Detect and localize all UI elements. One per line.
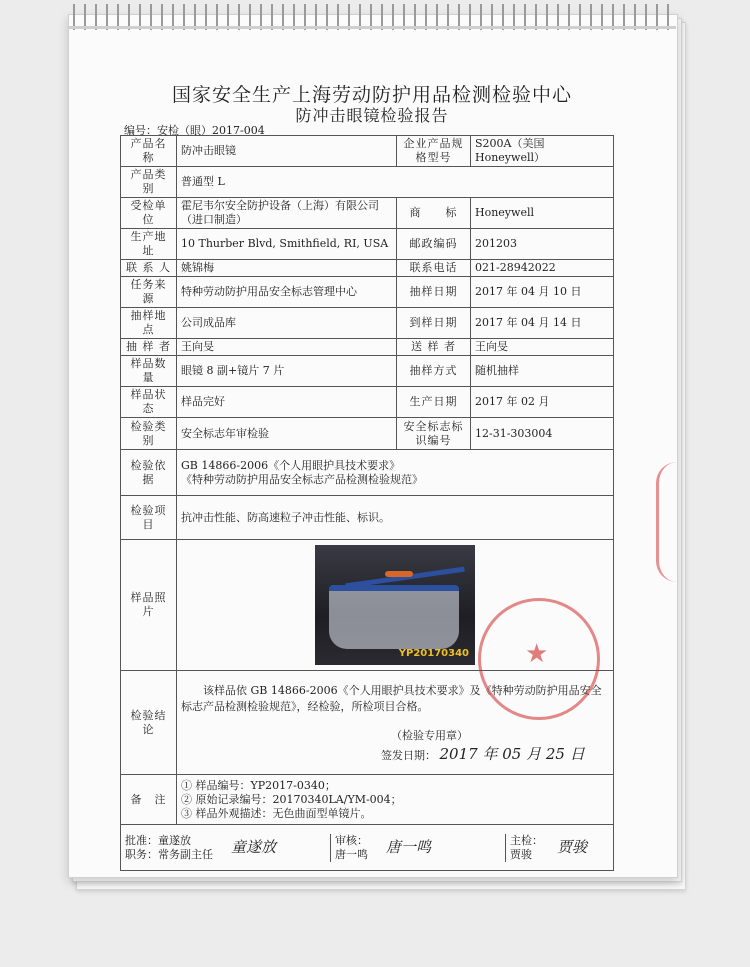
- conclusion-text: 该样品依 GB 14866-2006《个人用眼护具技术要求》及《特种劳动防护用品安全标志产品检测检验规范》，经检验，所检项目合格。: [181, 683, 602, 713]
- glasses-arm-accent: [385, 571, 413, 577]
- brand-value: Honeywell: [471, 198, 614, 229]
- items-label: 检验项目: [121, 496, 177, 540]
- sample-place-value: 公司成品库: [177, 308, 397, 339]
- method-label: 抽样方式: [397, 356, 471, 387]
- arrive-date-value: 2017 年 04 月 14 日: [471, 308, 614, 339]
- category-value: 普通型 L: [177, 167, 614, 198]
- qty-label: 样品数量: [121, 356, 177, 387]
- main-inspector-name: 贾骏: [510, 847, 532, 861]
- approver-signature: 童遂放: [231, 837, 277, 856]
- category-label: 产品类别: [121, 167, 177, 198]
- sample-date-value: 2017 年 04 月 10 日: [471, 277, 614, 308]
- items-value: 抗冲击性能、防高速粒子冲击性能、标识。: [177, 496, 614, 540]
- doc-number: 编号：安检（眼）2017-004: [124, 124, 265, 137]
- table-row: [121, 496, 614, 540]
- table-row: [121, 418, 614, 450]
- table-row: [121, 229, 614, 260]
- contact-value: 姚锦梅: [177, 260, 397, 277]
- remark-2: ② 原始记录编号：20170340LA/YM-004；: [181, 792, 402, 806]
- table-row: [121, 136, 614, 167]
- arrive-date-label: 到样日期: [397, 308, 471, 339]
- reviewer: 审核：: [335, 833, 368, 847]
- signature-row: [121, 825, 614, 871]
- sign-date: [381, 744, 609, 763]
- address-label: 生产地址: [121, 229, 177, 260]
- table-row: [121, 775, 614, 825]
- table-row: [121, 387, 614, 418]
- prod-date-label: 生产日期: [397, 387, 471, 418]
- table-row: [121, 198, 614, 229]
- approver-block: [125, 834, 331, 862]
- product-name-label: 产品名称: [121, 136, 177, 167]
- approver: 批准：童遂放: [125, 833, 191, 847]
- inspector-block: [506, 834, 587, 862]
- state-value: 样品完好: [177, 387, 397, 418]
- table-row: [121, 277, 614, 308]
- table-row: [121, 450, 614, 496]
- basis-value: [177, 450, 614, 496]
- reviewer-name: 唐一鸣: [335, 847, 368, 861]
- qty-value: 眼镜 8 副+镜片 7 片: [177, 356, 397, 387]
- red-seal-stamp: [478, 598, 600, 720]
- basis-line-1: GB 14866-2006《个人用眼护具技术要求》: [181, 458, 401, 472]
- phone-label: 联系电话: [397, 260, 471, 277]
- state-label: 样品状态: [121, 387, 177, 418]
- mark-no-label: 安全标志标识编号: [397, 418, 471, 450]
- report-table: [120, 135, 614, 871]
- sign-date-value: 2017 年 05 月 25 日: [439, 744, 585, 763]
- basis-line-2: 《特种劳动防护用品安全标志产品检测检验规范》: [181, 472, 423, 486]
- seal-note: （检验专用章）: [391, 728, 468, 742]
- glasses-lens: [329, 585, 459, 649]
- sample-place-label: 抽样地点: [121, 308, 177, 339]
- product-name-value: 防冲击眼镜: [177, 136, 397, 167]
- remarks-label: 备 注: [121, 775, 177, 825]
- brand-label: 商 标: [397, 198, 471, 229]
- spiral-bar: [68, 26, 676, 29]
- client-value: 霍尼韦尔安全防护设备（上海）有限公司（进口制造）: [177, 198, 397, 229]
- prod-date-value: 2017 年 02 月: [471, 387, 614, 418]
- report-title: 国家安全生产上海劳动防护用品检测检验中心: [171, 84, 572, 106]
- table-row: [121, 339, 614, 356]
- postcode-value: 201203: [471, 229, 614, 260]
- signature-block: [125, 834, 609, 862]
- report-subtitle: 防冲击眼镜检验报告: [295, 106, 449, 125]
- table-row: [121, 308, 614, 339]
- sample-photo: [315, 545, 475, 665]
- sample-date-label: 抽样日期: [397, 277, 471, 308]
- contact-label: 联 系 人: [121, 260, 177, 277]
- sampler-label: 抽 样 者: [121, 339, 177, 356]
- photo-caption: YP20170340: [398, 648, 469, 659]
- reviewer-block: [331, 834, 506, 862]
- spec-label: 企业产品规格型号: [397, 136, 471, 167]
- seal-star-icon: ★: [525, 639, 549, 669]
- remarks-cell: [177, 775, 614, 825]
- reviewer-signature: 唐一鸣: [386, 837, 432, 856]
- remark-1: ① 样品编号：YP2017-0340；: [181, 778, 336, 792]
- sender-label: 送 样 者: [397, 339, 471, 356]
- basis-label: 检验依据: [121, 450, 177, 496]
- sampler-value: 王向旻: [177, 339, 397, 356]
- inspector-signature: 贾骏: [557, 837, 588, 856]
- spec-value: S200A（美国 Honeywell）: [471, 136, 614, 167]
- approver-title: 职务：常务副主任: [125, 847, 213, 861]
- source-label: 任务来源: [121, 277, 177, 308]
- phone-value: 021-28942022: [471, 260, 614, 277]
- conclusion-label: 检验结论: [121, 671, 177, 775]
- client-label: 受检单位: [121, 198, 177, 229]
- insp-type-label: 检验类别: [121, 418, 177, 450]
- main-inspector: 主检：: [510, 833, 543, 847]
- photo-label: 样品照片: [121, 540, 177, 671]
- table-row: [121, 260, 614, 277]
- sign-date-label: 签发日期：: [381, 748, 436, 762]
- remark-3: ③ 样品外观描述：无色曲面型单镜片。: [181, 806, 372, 820]
- source-value: 特种劳动防护用品安全标志管理中心: [177, 277, 397, 308]
- sender-value: 王向旻: [471, 339, 614, 356]
- table-row: [121, 167, 614, 198]
- mark-no-value: 12-31-303004: [471, 418, 614, 450]
- edge-seal-stamp: [656, 462, 677, 582]
- table-row: [121, 356, 614, 387]
- insp-type-value: 安全标志年审检验: [177, 418, 397, 450]
- postcode-label: 邮政编码: [397, 229, 471, 260]
- method-value: 随机抽样: [471, 356, 614, 387]
- address-value: 10 Thurber Blvd, Smithfield, RI, USA: [177, 229, 397, 260]
